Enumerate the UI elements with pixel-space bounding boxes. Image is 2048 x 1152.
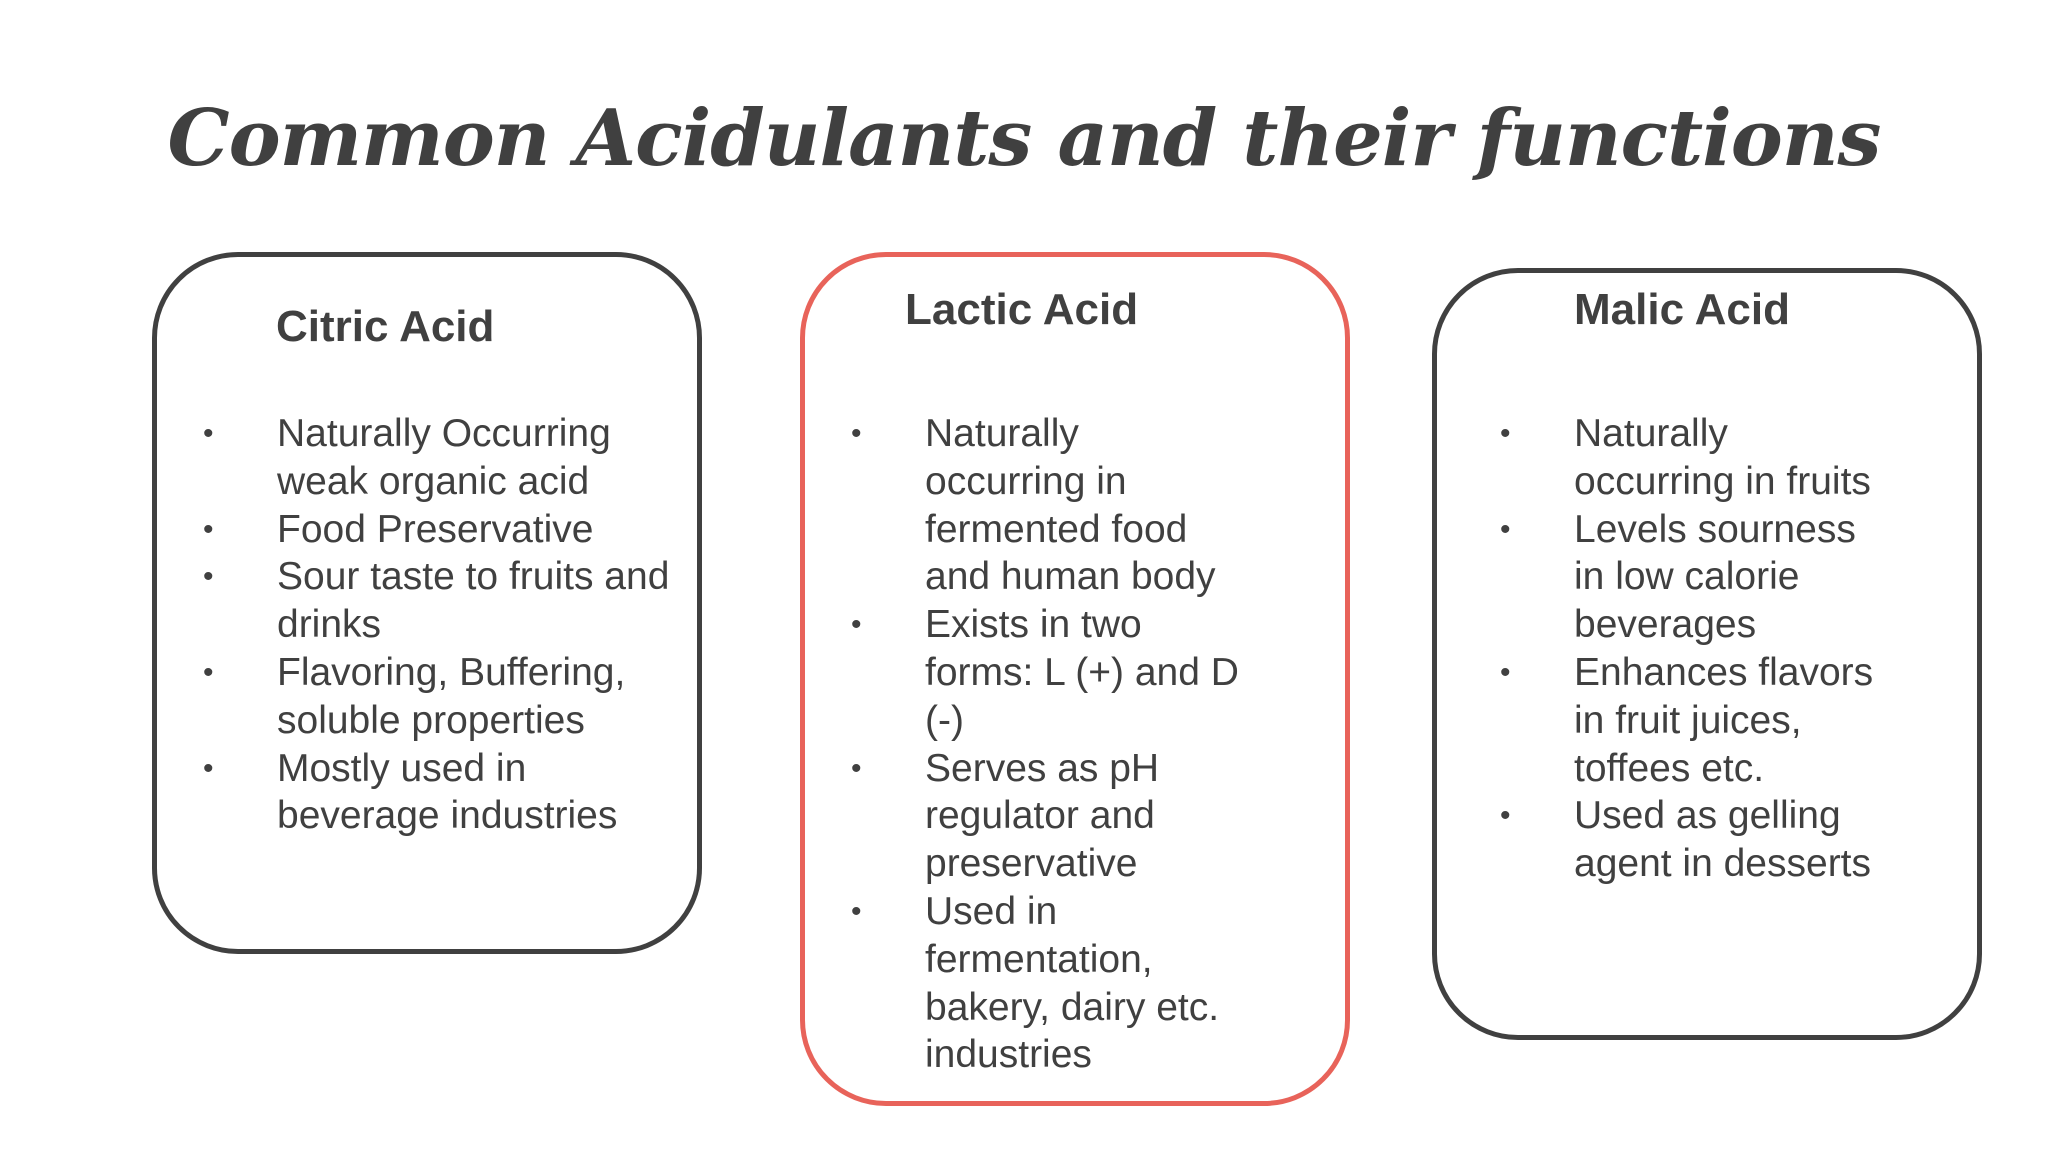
bullet-dot-icon: • xyxy=(851,894,862,928)
bullet-item: • Flavoring, Buffering, soluble properties xyxy=(203,650,626,742)
bullet-item: • Enhances flavors in fruit juices, toffees etc. xyxy=(1500,650,1874,790)
card-title-lactic-acid: Lactic Acid xyxy=(905,285,1139,334)
bullet-dot-icon: • xyxy=(203,417,214,450)
bullet-item: • Sour taste to fruits and drinks xyxy=(203,555,670,647)
bullet-item: • Used as gelling agent in desserts xyxy=(1500,794,1872,886)
card-title-citric-acid: Citric Acid xyxy=(276,302,495,351)
bullet-list-lactic-acid xyxy=(851,410,1241,1079)
bullet-dot-icon: • xyxy=(203,655,214,689)
bullet-item: • Exists in two forms: L (+) and D (-) xyxy=(851,603,1239,742)
bullet-dot-icon: • xyxy=(851,417,862,450)
bullet-dot-icon: • xyxy=(1500,655,1511,689)
bullet-list-malic-acid xyxy=(1500,410,1880,888)
bullet-item: • Serves as pH regulator and preservative xyxy=(851,746,1160,886)
bullet-dot-icon: • xyxy=(851,751,862,785)
bullet-item: • Used in fermentation, bakery, dairy etc. industries xyxy=(851,889,1220,1077)
bullet-item: • Naturally occurring in fermented food and human body xyxy=(851,412,1216,599)
bullet-dot-icon: • xyxy=(203,560,214,594)
bullet-item: • Naturally Occurring weak organic acid xyxy=(203,412,611,503)
bullet-dot-icon: • xyxy=(1500,799,1511,833)
bullet-dot-icon: • xyxy=(1500,512,1511,546)
card-title-malic-acid: Malic Acid xyxy=(1574,285,1790,334)
bullet-item: • Levels sourness in low calorie beverages xyxy=(1500,507,1856,647)
bullet-list-citric-acid xyxy=(203,410,683,840)
slide-title: Common Acidulants and their functions xyxy=(167,93,1881,184)
bullet-item: • Food Preservative xyxy=(203,506,683,554)
bullet-dot-icon: • xyxy=(851,608,862,642)
bullet-dot-icon: • xyxy=(203,751,214,785)
bullet-dot-icon: • xyxy=(203,512,214,546)
bullet-item: • Mostly used in beverage industries xyxy=(203,746,618,838)
bullet-item: • Naturally occurring in fruits xyxy=(1500,412,1871,503)
bullet-dot-icon: • xyxy=(1500,417,1511,450)
